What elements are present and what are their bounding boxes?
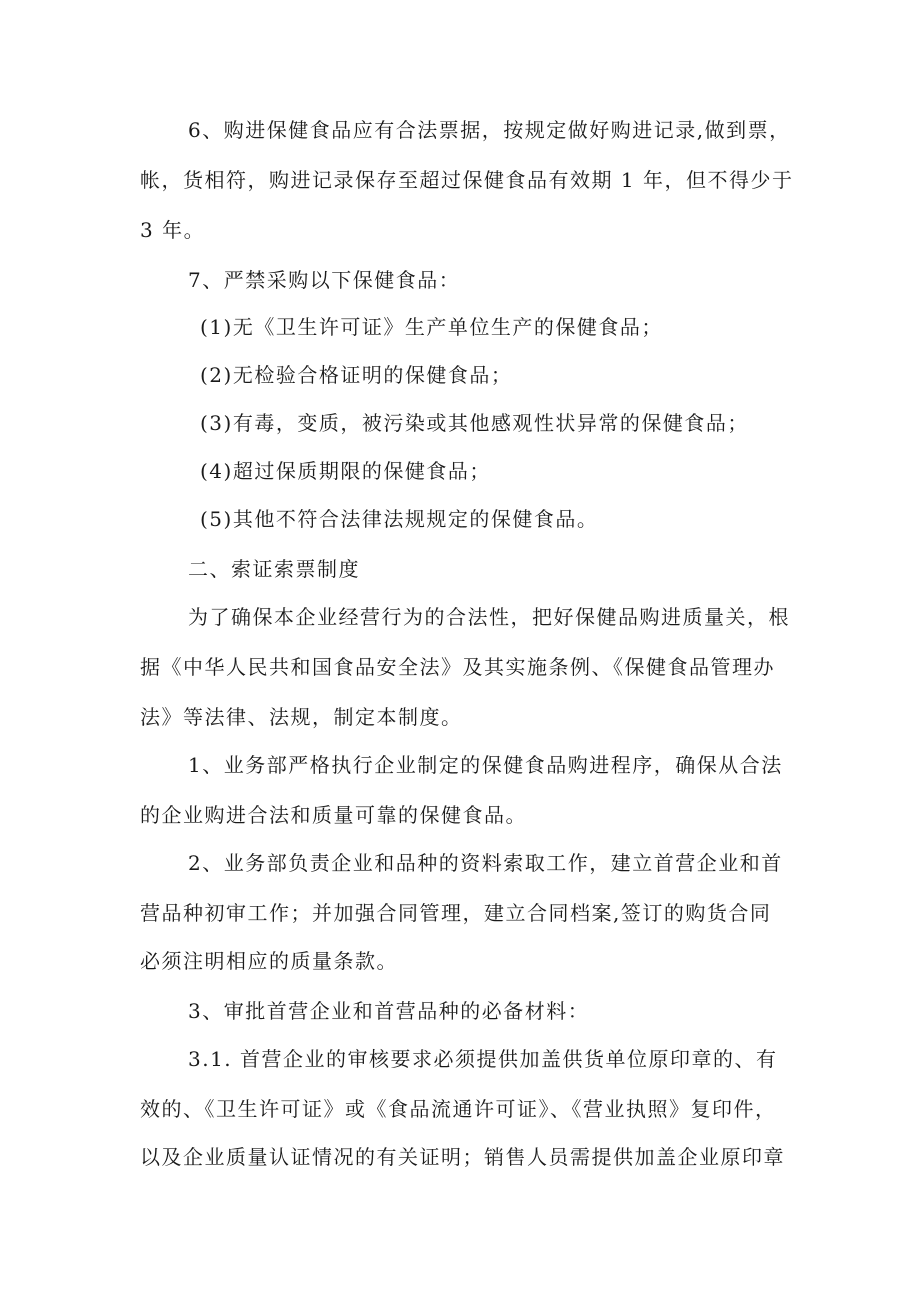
paragraph-line: 3 年。 bbox=[140, 218, 206, 242]
paragraph-line: 帐，货相符，购进记录保存至超过保健食品有效期 1 年，但不得少于 bbox=[140, 168, 794, 192]
paragraph-line: 6、购进保健食品应有合法票据，按规定做好购进记录,做到票， bbox=[188, 118, 791, 142]
paragraph-line: 以及企业质量认证情况的有关证明；销售人员需提供加盖企业原印章 bbox=[140, 1145, 785, 1169]
paragraph-line: 为了确保本企业经营行为的合法性，把好保健品购进质量关，根 bbox=[188, 605, 790, 629]
list-item: (4)超过保质期限的保健食品； bbox=[200, 459, 491, 483]
list-item: (1)无《卫生许可证》生产单位生产的保健食品； bbox=[200, 315, 663, 339]
paragraph-line: 据《中华人民共和国食品安全法》及其实施条例、《保健食品管理办 bbox=[140, 655, 775, 679]
paragraph-line: 1、业务部严格执行企业制定的保健食品购进程序，确保从合法 bbox=[188, 753, 783, 777]
paragraph-line: 的企业购进合法和质量可靠的保健食品。 bbox=[140, 803, 527, 827]
list-item: (3)有毒，变质，被污染或其他感观性状异常的保健食品； bbox=[200, 411, 749, 435]
paragraph-line: 7、严禁采购以下保健食品： bbox=[188, 268, 461, 292]
list-item: (5)其他不符合法律法规规定的保健食品。 bbox=[200, 507, 599, 531]
paragraph-line: 必须注明相应的质量条款。 bbox=[140, 949, 398, 973]
paragraph-line: 法》等法律、法规，制定本制度。 bbox=[140, 705, 463, 729]
paragraph-line: 3、审批首营企业和首营品种的必备材料： bbox=[188, 999, 590, 1023]
paragraph-line: 营品种初审工作；并加强合同管理，建立合同档案,签订的购货合同 bbox=[140, 901, 772, 925]
paragraph-line: 效的、《卫生许可证》或《食品流通许可证》、《营业执照》复印件， bbox=[140, 1097, 777, 1121]
paragraph-line: 3.1. 首营企业的审核要求必须提供加盖供货单位原印章的、有 bbox=[188, 1047, 778, 1071]
section-heading: 二、索证索票制度 bbox=[188, 557, 360, 581]
list-item: (2)无检验合格证明的保健食品； bbox=[200, 363, 513, 387]
paragraph-line: 2、业务部负责企业和品种的资料索取工作，建立首营企业和首 bbox=[188, 851, 783, 875]
